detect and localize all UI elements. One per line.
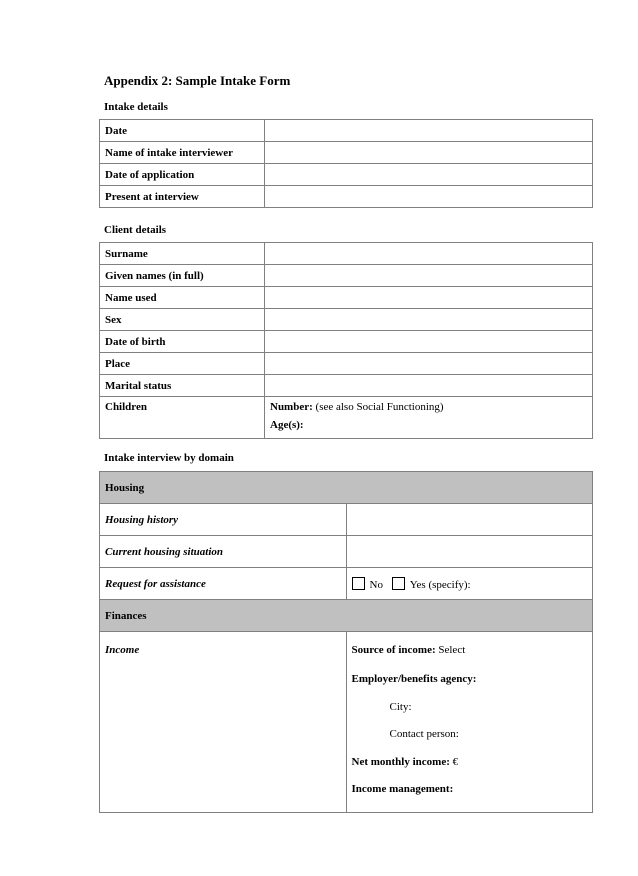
client-details-heading: Client details — [104, 224, 167, 236]
income-label: Income — [100, 632, 347, 813]
row-label-date: Date — [100, 120, 265, 142]
finances-header: Finances — [100, 600, 593, 632]
row-label-children: Children — [100, 397, 265, 439]
application-date-field[interactable] — [265, 164, 593, 186]
request-assistance-label: Request for assistance — [100, 568, 347, 600]
client-details-table — [99, 242, 593, 439]
interviewer-field[interactable] — [265, 142, 593, 164]
children-number-label: Number: — [270, 401, 313, 413]
income-field[interactable] — [346, 632, 593, 813]
date-field[interactable] — [265, 120, 593, 142]
no-checkbox[interactable] — [352, 577, 365, 590]
intake-details-heading: Intake details — [104, 101, 168, 113]
marital-field[interactable] — [265, 375, 593, 397]
contact-person-label: Contact person: — [389, 728, 459, 740]
row-label-interviewer: Name of intake interviewer — [100, 142, 265, 164]
place-field[interactable] — [265, 353, 593, 375]
children-number-note: (see also Social Functioning) — [315, 401, 444, 413]
source-income-label: Source of income: — [351, 644, 436, 656]
children-ages-label: Age(s): — [270, 419, 304, 431]
income-management-label: Income management: — [351, 783, 454, 795]
children-field[interactable] — [265, 397, 593, 439]
housing-header: Housing — [100, 472, 593, 504]
city-label: City: — [389, 701, 412, 713]
name-used-field[interactable] — [265, 287, 593, 309]
row-label-marital: Marital status — [100, 375, 265, 397]
housing-history-field[interactable] — [346, 504, 593, 536]
sex-field[interactable] — [265, 309, 593, 331]
intake-details-table — [99, 119, 593, 208]
yes-checkbox[interactable] — [392, 577, 405, 590]
row-label-dob: Date of birth — [100, 331, 265, 353]
row-label-name-used: Name used — [100, 287, 265, 309]
request-assistance-field — [346, 568, 593, 600]
net-income-label: Net monthly income: — [351, 756, 450, 768]
current-housing-field[interactable] — [346, 536, 593, 568]
yes-label: Yes (specify): — [409, 578, 471, 591]
current-housing-label: Current housing situation — [100, 536, 347, 568]
row-label-surname: Surname — [100, 243, 265, 265]
given-names-field[interactable] — [265, 265, 593, 287]
row-label-place: Place — [100, 353, 265, 375]
employer-label: Employer/benefits agency: — [351, 673, 477, 685]
net-income-value[interactable]: € — [452, 756, 459, 768]
domain-heading: Intake interview by domain — [104, 452, 234, 464]
no-label: No — [369, 578, 383, 591]
row-label-present: Present at interview — [100, 186, 265, 208]
domain-table — [99, 471, 593, 813]
dob-field[interactable] — [265, 331, 593, 353]
row-label-application-date: Date of application — [100, 164, 265, 186]
row-label-sex: Sex — [100, 309, 265, 331]
source-income-select[interactable]: Select — [438, 644, 466, 656]
row-label-given-names: Given names (in full) — [100, 265, 265, 287]
housing-history-label: Housing history — [100, 504, 347, 536]
present-field[interactable] — [265, 186, 593, 208]
surname-field[interactable] — [265, 243, 593, 265]
form-title: Appendix 2: Sample Intake Form — [104, 73, 291, 88]
